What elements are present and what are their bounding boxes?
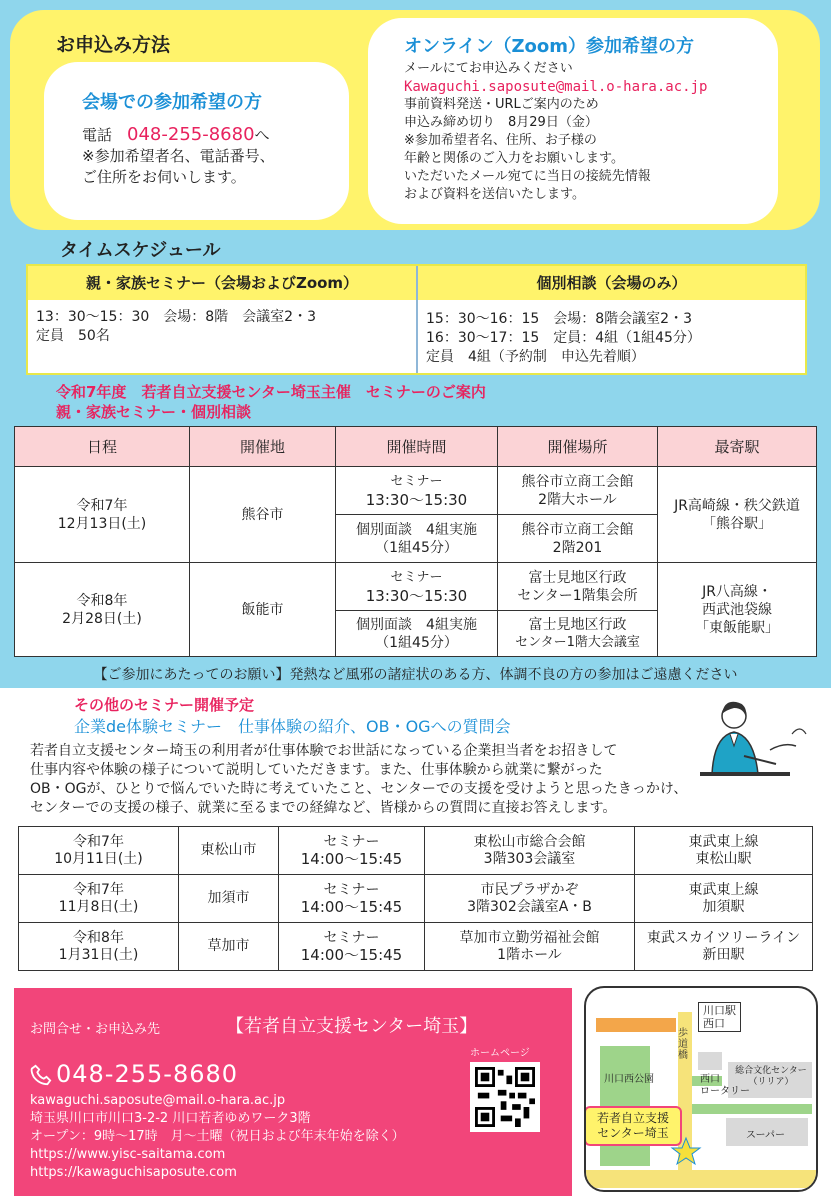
online-line-7: いただいたメール宛てに当日の接続先情報 [404, 169, 651, 184]
column-header: 日程 [15, 427, 190, 467]
station-name: 加須駅 [702, 898, 745, 915]
column-header: 開催地 [190, 427, 336, 467]
venue-phone-line [82, 124, 349, 146]
contact-email[interactable]: kawaguchi.saposute@mail.o-hara.ac.jp [30, 1093, 286, 1108]
location-room: 3階302会議室A・B [467, 898, 592, 915]
station-name: 東松山駅 [695, 850, 752, 867]
center-line-2: （リリア） [748, 1077, 794, 1087]
time-range: （1組45分） [375, 634, 458, 651]
family-seminar-header: 親・家族セミナー（会場およびZoom） [28, 266, 416, 300]
seminar-title [56, 382, 486, 422]
online-apply-card [368, 18, 778, 224]
time-range: 13:30～15:30 [365, 586, 468, 605]
date-year: 令和8年 [76, 592, 128, 609]
location-room: センター1階集会所 [517, 587, 638, 604]
location-cell [498, 515, 658, 563]
location-room: 2階201 [552, 539, 603, 556]
location-cell [498, 611, 658, 657]
station-line: JR高崎線・秩父鉄道 [674, 497, 800, 514]
access-map [584, 986, 818, 1192]
contact-label: お問合せ・お申込み先 [30, 1022, 161, 1037]
date-day: 10月11日(土) [54, 850, 143, 867]
station-name: 川口駅 [703, 1004, 736, 1017]
schedule-title: タイムスケジュール [60, 240, 221, 261]
date-cell [15, 467, 190, 563]
column-header: 最寄駅 [658, 427, 817, 467]
description-line: 若者自立支援センター埼玉の利用者が仕事体験でお世話になっている企業担当者をお招きして [30, 743, 618, 759]
family-seminar-line-1: 13：30～15：30 会場：8階 会議室2・3 [36, 309, 316, 325]
city-cell: 草加市 [179, 923, 279, 971]
time-label: 個別面談 4組実施 [356, 521, 477, 538]
time-cell [336, 515, 498, 563]
location-name: 東松山市総合会館 [473, 833, 586, 850]
other-seminar-title: その他のセミナー開催予定 [74, 696, 255, 714]
time-range: 14:00～15:45 [300, 849, 403, 868]
schedule-box [26, 264, 807, 375]
time-label: 個別面談 4組実施 [356, 616, 477, 633]
date-year: 令和7年 [73, 881, 124, 898]
homepage-label: ホームページ [470, 1048, 530, 1059]
description-line: センターでの支援の様子、就業に至るまでの経緯など、皆様からの質問に直接お答えします。 [30, 800, 617, 816]
park-label: 川口西公園 [604, 1074, 654, 1085]
location-name: 熊谷市立商工会館 [521, 521, 634, 538]
online-line-5: ※参加希望者名、住所、お子様の [404, 133, 597, 148]
time-cell [336, 467, 498, 515]
time-label: セミナー [323, 929, 380, 946]
organization-name: 【若者自立支援センター埼玉】 [226, 1016, 478, 1037]
station-cell [658, 467, 817, 563]
venue-phone[interactable]: 048-255-8680 [127, 124, 255, 145]
table-row [19, 827, 813, 875]
date-year: 令和7年 [76, 497, 128, 514]
date-day: 1月31日(土) [58, 946, 139, 963]
location-name: 草加市立勤労福祉会館 [459, 929, 600, 946]
consult-body [418, 300, 805, 375]
phone-suffix: へ [254, 126, 270, 144]
venue-note-1: ※参加希望者名、電話番号、 [82, 147, 275, 165]
date-day: 12月13日(土) [57, 515, 147, 532]
time-range: （1組45分） [375, 539, 458, 556]
location-cell [425, 923, 635, 971]
contact-address: 埼玉県川口市川口3-2-2 川口若者ゆめワーク3階 [30, 1111, 311, 1126]
consult-line-2: 16：30～17：15 定員：4組（1組45分） [426, 330, 701, 346]
supermarket-label: スーパー [746, 1130, 785, 1141]
location-cell [498, 467, 658, 515]
location-room: 3階303会議室 [483, 850, 576, 867]
location-name: 市民プラザかぞ [480, 881, 579, 898]
time-cell [336, 611, 498, 657]
place-cell: 飯能市 [190, 563, 336, 657]
family-seminar-body [28, 300, 416, 354]
table-row [19, 875, 813, 923]
online-email-link[interactable]: Kawaguchi.saposute@mail.o-hara.ac.jp [404, 79, 708, 95]
station-line: 東武東上線 [688, 833, 759, 850]
date-day: 11月8日(土) [58, 898, 139, 915]
consult-header: 個別相談（会場のみ） [418, 266, 805, 300]
date-cell [15, 563, 190, 657]
badge-line-2: センター埼玉 [597, 1126, 669, 1140]
contact-phone[interactable]: 048-255-8680 [56, 1060, 239, 1088]
time-range: 14:00～15:45 [300, 945, 403, 964]
participation-notice: 【ご参加にあたってのお願い】発熱など風邪の諸症状のある方、体調不良の方の参加はご遠慮ください [93, 667, 738, 683]
table-row [15, 563, 817, 611]
location-room: センター1階大会議室 [515, 634, 640, 650]
location-name: 富士見地区行政 [528, 616, 627, 633]
qr-code-icon [475, 1067, 535, 1127]
station-cell [635, 923, 813, 971]
date-day: 2月28日(土) [62, 610, 142, 627]
time-cell [279, 923, 425, 971]
consult-line-3: 定員 4組（予約制 申込先着順） [426, 349, 645, 365]
other-seminar-table [18, 826, 813, 971]
center-line-1: 総合文化センター [735, 1066, 807, 1076]
online-heading: オンライン（Zoom）参加希望の方 [404, 36, 694, 57]
badge-line-1: 若者自立支援 [596, 1111, 669, 1125]
consult-line-1: 15：30～16：15 会場：8階会議室2・3 [426, 311, 692, 327]
date-cell [19, 875, 179, 923]
location-room: 1階ホール [497, 946, 562, 963]
venue-note-2: ご住所をお伺いします。 [82, 168, 246, 186]
table-row [19, 923, 813, 971]
station-name: 「熊谷駅」 [702, 515, 772, 532]
location-room: 2階大ホール [538, 491, 617, 508]
apply-title: お申込み方法 [56, 34, 171, 56]
consult-column [418, 266, 805, 373]
time-cell [279, 827, 425, 875]
column-header: 開催時間 [336, 427, 498, 467]
description-line: OB・OGが、ひとりで悩んでいた時に考えていたこと、センターでの支援を受けようと思ったきっかけ、 [30, 781, 688, 797]
station-label [698, 1002, 741, 1032]
date-cell [19, 923, 179, 971]
phone-icon [30, 1064, 52, 1086]
station-line: 東武スカイツリーライン [646, 929, 801, 946]
rotary-line-2: ロータリー [700, 1086, 750, 1097]
station-cell [635, 827, 813, 875]
table-row [15, 467, 817, 515]
website-link-2[interactable]: https://kawaguchisaposute.com [30, 1165, 237, 1180]
location-name: 熊谷市立商工会館 [521, 473, 634, 490]
time-range: 13:30～15:30 [365, 490, 468, 509]
seminar-table [14, 426, 817, 657]
station-cell [658, 563, 817, 657]
venue-heading: 会場での参加希望の方 [82, 92, 262, 113]
city-cell: 加須市 [179, 875, 279, 923]
description-line: 仕事内容や体験の様子について説明していただきます。また、仕事体験から就業に繋がった [30, 762, 603, 778]
table-header-row [15, 427, 817, 467]
time-label: セミナー [390, 569, 443, 585]
phone-prefix: 電話 [82, 126, 128, 144]
time-range: 14:00～15:45 [300, 897, 403, 916]
date-year: 令和7年 [73, 833, 124, 850]
station-line: JR八高線・ [702, 583, 772, 600]
date-year: 令和8年 [73, 929, 124, 946]
business-person-illustration [700, 694, 810, 792]
location-cell [425, 875, 635, 923]
date-cell [19, 827, 179, 875]
station-extra: 「東飯能駅」 [695, 619, 779, 636]
center-location-badge [584, 1106, 682, 1146]
city-cell: 東松山市 [179, 827, 279, 875]
website-link[interactable]: https://www.yisc-saitama.com [30, 1147, 226, 1162]
station-exit: 西口 [703, 1017, 725, 1030]
family-seminar-column [28, 266, 416, 373]
qr-code[interactable] [470, 1062, 540, 1132]
time-label: セミナー [323, 833, 380, 850]
rotary-line-1: 西口 [700, 1074, 720, 1085]
venue-apply-card [44, 62, 349, 220]
other-seminar-subtitle: 企業de体験セミナー 仕事体験の紹介、OB・OGへの質問会 [74, 717, 511, 736]
time-label: セミナー [390, 473, 443, 489]
contact-footer [14, 988, 572, 1196]
contact-details [30, 1092, 405, 1182]
family-seminar-line-2: 定員 50名 [36, 328, 110, 344]
time-cell [336, 563, 498, 611]
online-line-1: メールにてお申込みください [404, 61, 573, 76]
station-name: 西武池袋線 [702, 601, 772, 618]
online-line-6: 年齢と関係のご入力をお願いします。 [404, 151, 624, 166]
location-cell [498, 563, 658, 611]
location-cell [425, 827, 635, 875]
seminar-title-line-1: 令和7年度 若者自立支援センター埼玉主催 セミナーのご案内 [56, 383, 486, 401]
footbridge-label: 歩道橋 [678, 1028, 688, 1061]
culture-center-label [730, 1066, 812, 1088]
online-line-4: 申込み締め切り 8月29日（金） [404, 115, 598, 130]
station-name: 新田駅 [702, 946, 745, 963]
online-line-8: および資料を送信いたします。 [404, 187, 585, 202]
station-line: 東武東上線 [688, 881, 759, 898]
place-cell: 熊谷市 [190, 467, 336, 563]
time-cell [279, 875, 425, 923]
time-label: セミナー [323, 881, 380, 898]
contact-hours: オープン：9時～17時 月～土曜（祝日および年末年始を除く） [30, 1129, 405, 1144]
seminar-title-line-2: 親・家族セミナー・個別相談 [56, 403, 252, 421]
column-header: 開催場所 [498, 427, 658, 467]
station-cell [635, 875, 813, 923]
online-line-3: 事前資料発送・URLご案内のため [404, 97, 599, 112]
location-name: 富士見地区行政 [528, 569, 627, 586]
other-seminar-description [30, 742, 710, 818]
